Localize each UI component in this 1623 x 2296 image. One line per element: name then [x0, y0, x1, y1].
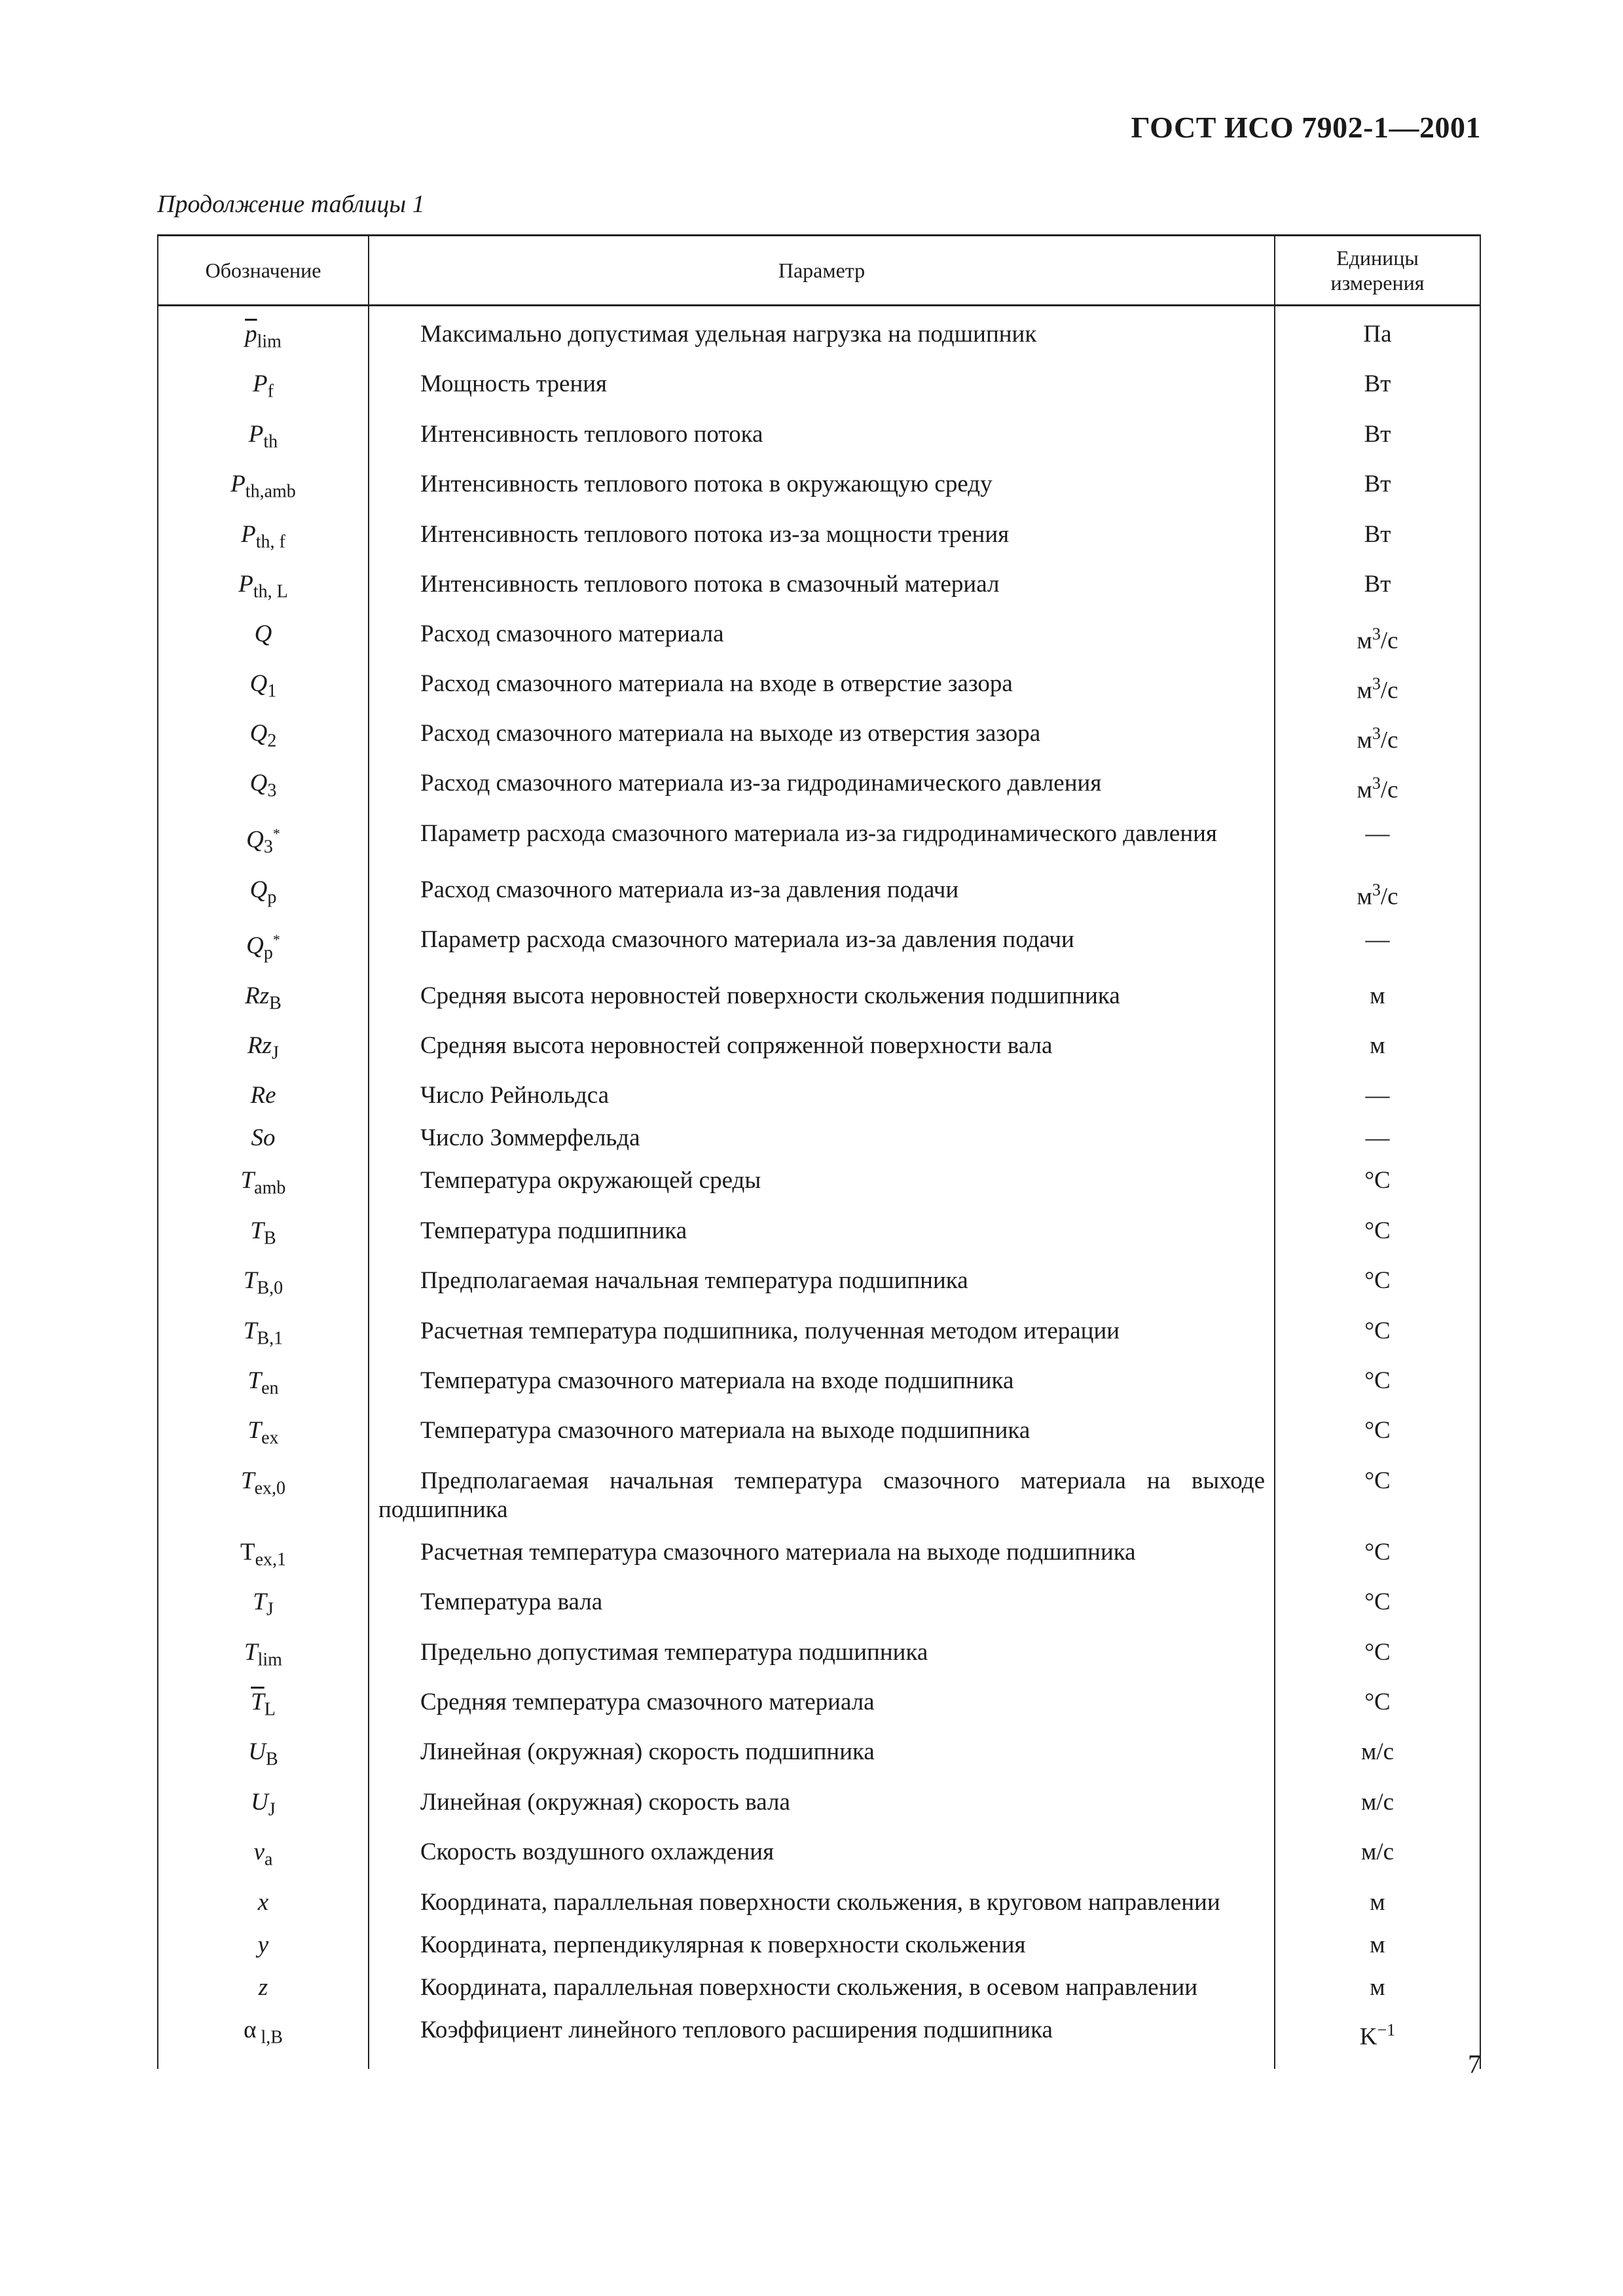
- symbol-superscript: *: [272, 931, 280, 948]
- header-units-line2: измерения: [1330, 271, 1425, 295]
- symbol-subscript: ex,0: [254, 1478, 285, 1499]
- parameter-cell: Интенсивность теплового потока из-за мощности трения: [369, 507, 1275, 556]
- symbol-subscript: a: [264, 1849, 273, 1870]
- unit-cell: [1275, 1917, 1480, 1960]
- unit-base: м: [1357, 882, 1372, 910]
- symbol-cell: [158, 1917, 369, 1960]
- symbol-cell: [158, 556, 369, 606]
- symbol-subscript: th, L: [253, 581, 288, 602]
- unit-cell: [1275, 1303, 1480, 1353]
- symbol-cell: [158, 1353, 369, 1403]
- unit-superscript: 3: [1372, 880, 1381, 899]
- unit-tail: /с: [1380, 677, 1398, 704]
- unit-base: м: [1370, 982, 1385, 1009]
- symbol-cell: [158, 1153, 369, 1202]
- symbol-base: Q: [249, 720, 268, 747]
- unit-tail: /с: [1380, 726, 1398, 754]
- unit-cell: [1275, 862, 1480, 912]
- table-row: [158, 1917, 1480, 1960]
- unit-superscript: 3: [1372, 673, 1381, 693]
- symbol-subscript: p: [263, 942, 273, 963]
- parameter-cell: Температура смазочного материала на входе подшипника: [369, 1353, 1275, 1403]
- parameter-cell: Средняя температура смазочного материала: [369, 1674, 1275, 1724]
- parameter-cell: Средняя высота неровностей сопряженной поверхности вала: [369, 1018, 1275, 1067]
- symbol-cell: [158, 1403, 369, 1452]
- parameter-cell: Интенсивность теплового потока в смазочный материал: [369, 556, 1275, 606]
- parameter-cell: Число Зоммерфельда: [369, 1110, 1275, 1153]
- unit-base: м: [1357, 627, 1372, 655]
- symbol-cell: [158, 1774, 369, 1824]
- table-row: [158, 507, 1480, 556]
- symbol-cell: [158, 755, 369, 805]
- symbol-cell: [158, 656, 369, 706]
- unit-base: м/с: [1360, 1788, 1395, 1816]
- header-parameter: Параметр: [369, 236, 1275, 306]
- parameter-cell: Координата, параллельная поверхности скольжения, в круговом направлении: [369, 1874, 1275, 1917]
- symbol-subscript: B: [263, 1228, 276, 1249]
- document-standard-code: ГОСТ ИСО 7902-1—2001: [1131, 111, 1481, 144]
- symbol-subscript: lim: [257, 331, 282, 352]
- symbol-base: T: [243, 1317, 257, 1344]
- unit-base: м: [1370, 1032, 1385, 1060]
- parameter-cell: Мощность трения: [369, 356, 1275, 406]
- unit-base: °C: [1364, 1538, 1391, 1566]
- symbol-subscript: J: [268, 1799, 276, 1820]
- symbol-subscript: L: [264, 1699, 276, 1720]
- table-row: [158, 1453, 1480, 1524]
- unit-cell: [1275, 706, 1480, 755]
- header-symbol: Обозначение: [158, 236, 369, 306]
- unit-cell: [1275, 1824, 1480, 1874]
- parameter-cell: Расход смазочного материала из-за давления подачи: [369, 862, 1275, 912]
- table-row: [158, 1110, 1480, 1153]
- symbol-base: T: [240, 1167, 255, 1194]
- table-row: [158, 1624, 1480, 1674]
- parameter-cell: Число Рейнольдса: [369, 1067, 1275, 1110]
- unit-base: м: [1357, 776, 1372, 804]
- symbol-base: Q: [249, 670, 268, 697]
- table-row: [158, 1353, 1480, 1403]
- table-row: [158, 1674, 1480, 1724]
- symbol-cell: [158, 912, 369, 968]
- unit-cell: [1275, 356, 1480, 406]
- symbol-base: P: [241, 520, 256, 548]
- symbol-base: T: [240, 1467, 255, 1494]
- symbol-subscript: f: [267, 381, 274, 402]
- symbol-cell: [158, 1674, 369, 1724]
- parameter-cell: Координата, параллельная поверхности скольжения, в осевом направлении: [369, 1960, 1275, 2002]
- unit-superscript: 3: [1372, 724, 1381, 744]
- header-units-line1: Единицы: [1336, 245, 1419, 270]
- symbol-base: P: [248, 420, 264, 448]
- unit-base: °C: [1364, 1417, 1391, 1444]
- table-row: [158, 968, 1480, 1018]
- unit-base: K: [1359, 2022, 1377, 2050]
- symbol-base: T: [250, 1217, 264, 1244]
- unit-cell: [1275, 1067, 1480, 1110]
- unit-cell: [1275, 1403, 1480, 1452]
- symbol-base: P: [253, 370, 268, 398]
- unit-cell: [1275, 456, 1480, 506]
- parameter-cell: Линейная (окружная) скорость подшипника: [369, 1724, 1275, 1774]
- unit-cell: [1275, 755, 1480, 805]
- unit-cell: [1275, 1353, 1480, 1403]
- table-row: [158, 306, 1480, 357]
- symbol-subscript: ex: [261, 1427, 279, 1448]
- parameter-cell: Расход смазочного материала на выходе из отверстия зазора: [369, 706, 1275, 755]
- symbol-base: Q: [249, 770, 268, 797]
- table-row: [158, 862, 1480, 912]
- parameter-cell: Расход смазочного материала: [369, 606, 1275, 655]
- table-row: [158, 2002, 1480, 2069]
- symbol-base: α: [244, 2016, 257, 2043]
- symbol-base: z: [258, 1973, 268, 2001]
- unit-tail: /с: [1380, 882, 1398, 910]
- unit-base: Па: [1363, 321, 1392, 348]
- unit-cell: [1275, 406, 1480, 456]
- unit-base: °C: [1364, 1688, 1391, 1715]
- symbol-base: $\overline{p}$: [245, 321, 257, 348]
- unit-cell: [1275, 507, 1480, 556]
- unit-base: °C: [1364, 1588, 1391, 1616]
- unit-base: м: [1370, 1888, 1385, 1916]
- parameter-cell: Температура смазочного материала на выходе подшипника: [369, 1403, 1275, 1452]
- unit-base: °C: [1364, 1367, 1391, 1395]
- unit-base: °C: [1364, 1217, 1391, 1244]
- table-row: [158, 1724, 1480, 1774]
- symbol-base: T: [247, 1367, 262, 1395]
- unit-cell: [1275, 1203, 1480, 1253]
- unit-cell: [1275, 1724, 1480, 1774]
- symbol-subscript: l,B: [256, 2026, 283, 2047]
- symbol-cell: [158, 1724, 369, 1774]
- unit-base: —: [1365, 1082, 1390, 1109]
- unit-base: м: [1357, 677, 1372, 704]
- symbol-subscript: B,0: [257, 1278, 283, 1299]
- symbol-subscript: 1: [267, 681, 277, 702]
- unit-cell: [1275, 1774, 1480, 1824]
- symbol-base: U: [248, 1738, 266, 1766]
- unit-base: Вт: [1364, 420, 1391, 448]
- symbol-base: x: [257, 1888, 269, 1916]
- symbol-base: U: [251, 1788, 268, 1816]
- unit-cell: [1275, 1624, 1480, 1674]
- unit-tail: /с: [1380, 627, 1398, 655]
- table-row: [158, 356, 1480, 406]
- symbol-base: P: [230, 471, 246, 498]
- table-row: [158, 1960, 1480, 2002]
- symbol-cell: [158, 1624, 369, 1674]
- unit-base: м/с: [1360, 1839, 1395, 1866]
- symbol-base: Q: [246, 826, 264, 853]
- symbol-subscript: B: [266, 1749, 278, 1770]
- table-body: [158, 306, 1480, 2069]
- unit-cell: [1275, 1018, 1480, 1067]
- symbol-cell: [158, 1874, 369, 1917]
- parameter-cell: Интенсивность теплового потока: [369, 406, 1275, 456]
- table-row: [158, 912, 1480, 968]
- symbol-base: v: [253, 1839, 264, 1866]
- parameter-cell: Расход смазочного материала из-за гидродинамического давления: [369, 755, 1275, 805]
- table-row: [158, 806, 1480, 862]
- symbol-base: $\overline{T}$: [251, 1688, 264, 1715]
- unit-base: Вт: [1364, 570, 1391, 598]
- unit-base: м: [1357, 726, 1372, 754]
- unit-cell: [1275, 1153, 1480, 1202]
- unit-cell: [1275, 306, 1480, 357]
- parameter-cell: Координата, перпендикулярная к поверхности скольжения: [369, 1917, 1275, 1960]
- symbols-table: [157, 234, 1481, 2069]
- table-caption: Продолжение таблицы 1: [157, 190, 425, 218]
- parameter-cell: Коэффициент линейного теплового расширения подшипника: [369, 2002, 1275, 2069]
- symbol-cell: [158, 862, 369, 912]
- parameter-cell: Расчетная температура смазочного материала на выходе подшипника: [369, 1524, 1275, 1574]
- symbol-base: Rz: [247, 1032, 272, 1060]
- table-row: [158, 706, 1480, 755]
- symbol-cell: [158, 1574, 369, 1624]
- symbol-subscript: 3: [263, 836, 273, 857]
- unit-base: °C: [1364, 1167, 1391, 1194]
- parameter-cell: Предельно допустимая температура подшипника: [369, 1624, 1275, 1674]
- unit-base: м: [1370, 1973, 1385, 2001]
- table-row: [158, 1067, 1480, 1110]
- unit-base: °C: [1364, 1638, 1391, 1666]
- symbol-cell: [158, 2002, 369, 2069]
- unit-base: Вт: [1364, 370, 1391, 398]
- parameter-cell: Температура окружающей среды: [369, 1153, 1275, 1202]
- symbol-subscript: th: [263, 431, 278, 452]
- table-row: [158, 1303, 1480, 1353]
- table-row: [158, 1824, 1480, 1874]
- symbol-subscript: lim: [257, 1649, 282, 1670]
- unit-cell: [1275, 1524, 1480, 1574]
- unit-base: —: [1365, 819, 1390, 847]
- symbol-base: T: [243, 1267, 257, 1295]
- table-row: [158, 1403, 1480, 1452]
- symbol-subscript: th, f: [255, 531, 285, 552]
- table-row: [158, 1574, 1480, 1624]
- table-row: [158, 755, 1480, 805]
- symbol-base: Q: [254, 620, 272, 648]
- symbol-cell: [158, 606, 369, 655]
- unit-cell: [1275, 1253, 1480, 1302]
- table-row: [158, 1774, 1480, 1824]
- parameter-cell: Предполагаемая начальная температура смазочного материала на выходе подшипника: [369, 1453, 1275, 1524]
- symbol-base: T: [244, 1638, 258, 1666]
- symbol-cell: [158, 406, 369, 456]
- symbol-cell: [158, 1110, 369, 1153]
- unit-base: Вт: [1364, 471, 1391, 498]
- symbol-cell: [158, 456, 369, 506]
- symbol-base: Q: [249, 876, 268, 903]
- symbol-subscript: ex,1: [255, 1549, 287, 1570]
- symbol-base: y: [257, 1931, 269, 1958]
- symbol-cell: [158, 1303, 369, 1353]
- symbol-cell: [158, 1824, 369, 1874]
- symbol-subscript: th,amb: [245, 481, 296, 502]
- table-row: [158, 1253, 1480, 1302]
- parameter-cell: Расход смазочного материала на входе в отверстие зазора: [369, 656, 1275, 706]
- unit-cell: [1275, 1874, 1480, 1917]
- table-row: [158, 456, 1480, 506]
- symbol-cell: [158, 706, 369, 755]
- unit-cell: [1275, 656, 1480, 706]
- symbol-cell: [158, 1253, 369, 1302]
- symbol-cell: [158, 1067, 369, 1110]
- unit-cell: [1275, 806, 1480, 862]
- table-row: [158, 656, 1480, 706]
- unit-cell: [1275, 1453, 1480, 1524]
- symbol-base: So: [251, 1124, 276, 1152]
- parameter-cell: Параметр расхода смазочного материала из-за гидродинамического давления: [369, 806, 1275, 862]
- symbol-subscript: B: [269, 993, 282, 1014]
- symbol-subscript: J: [266, 1599, 274, 1620]
- symbol-subscript: B,1: [257, 1328, 283, 1349]
- symbol-subscript: 3: [267, 780, 277, 801]
- symbol-cell: [158, 1960, 369, 2002]
- unit-superscript: −1: [1377, 2020, 1396, 2039]
- parameter-cell: Предполагаемая начальная температура подшипника: [369, 1253, 1275, 1302]
- symbol-base: T: [253, 1588, 266, 1616]
- parameter-cell: Интенсивность теплового потока в окружающую среду: [369, 456, 1275, 506]
- table-row: [158, 606, 1480, 655]
- symbol-subscript: en: [261, 1378, 279, 1399]
- symbol-base: T: [240, 1538, 255, 1566]
- unit-superscript: 3: [1372, 774, 1381, 793]
- table-header-row: [158, 236, 1480, 306]
- table-row: [158, 1018, 1480, 1067]
- unit-cell: [1275, 912, 1480, 968]
- symbol-cell: [158, 1453, 369, 1524]
- symbol-cell: [158, 1018, 369, 1067]
- symbol-superscript: *: [272, 825, 280, 842]
- symbol-cell: [158, 356, 369, 406]
- unit-cell: [1275, 1960, 1480, 2002]
- table-row: [158, 406, 1480, 456]
- symbol-base: Rz: [245, 982, 270, 1009]
- symbol-base: Q: [246, 932, 264, 960]
- table-row: [158, 1153, 1480, 1202]
- unit-cell: [1275, 606, 1480, 655]
- symbol-subscript: p: [267, 886, 277, 907]
- unit-cell: [1275, 1574, 1480, 1624]
- unit-base: °C: [1364, 1317, 1391, 1344]
- parameter-cell: Максимально допустимая удельная нагрузка на подшипник: [369, 306, 1275, 357]
- page-number: 7: [1468, 2049, 1481, 2079]
- unit-cell: [1275, 1674, 1480, 1724]
- unit-cell: [1275, 1110, 1480, 1153]
- unit-base: °C: [1364, 1267, 1391, 1295]
- parameter-cell: Температура вала: [369, 1574, 1275, 1624]
- unit-base: Вт: [1364, 520, 1391, 548]
- symbol-cell: [158, 968, 369, 1018]
- symbol-cell: [158, 1203, 369, 1253]
- unit-cell: [1275, 968, 1480, 1018]
- parameter-cell: Расчетная температура подшипника, полученная методом итерации: [369, 1303, 1275, 1353]
- unit-tail: /с: [1380, 776, 1398, 804]
- unit-superscript: 3: [1372, 624, 1381, 644]
- unit-base: —: [1365, 925, 1390, 953]
- parameter-cell: Температура подшипника: [369, 1203, 1275, 1253]
- table-row: [158, 556, 1480, 606]
- table-row: [158, 1874, 1480, 1917]
- symbol-cell: [158, 507, 369, 556]
- unit-cell: [1275, 2002, 1480, 2069]
- parameter-cell: Параметр расхода смазочного материала из-за давления подачи: [369, 912, 1275, 968]
- table-row: [158, 1524, 1480, 1574]
- unit-base: м: [1370, 1931, 1385, 1958]
- symbol-base: P: [238, 570, 253, 598]
- symbol-cell: [158, 806, 369, 862]
- unit-base: м/с: [1360, 1738, 1395, 1766]
- symbol-subscript: amb: [254, 1177, 286, 1198]
- parameter-cell: Средняя высота неровностей поверхности скольжения подшипника: [369, 968, 1275, 1018]
- symbol-base: T: [247, 1417, 262, 1444]
- symbol-cell: [158, 306, 369, 357]
- table-row: [158, 1203, 1480, 1253]
- unit-base: °C: [1364, 1467, 1391, 1494]
- unit-cell: [1275, 556, 1480, 606]
- symbol-cell: [158, 1524, 369, 1574]
- symbol-base: Re: [250, 1082, 276, 1109]
- symbol-subscript: J: [272, 1043, 279, 1064]
- unit-base: —: [1365, 1124, 1390, 1152]
- header-units: [1275, 236, 1480, 306]
- symbol-subscript: 2: [267, 730, 277, 751]
- parameter-cell: Скорость воздушного охлаждения: [369, 1824, 1275, 1874]
- parameter-cell: Линейная (окружная) скорость вала: [369, 1774, 1275, 1824]
